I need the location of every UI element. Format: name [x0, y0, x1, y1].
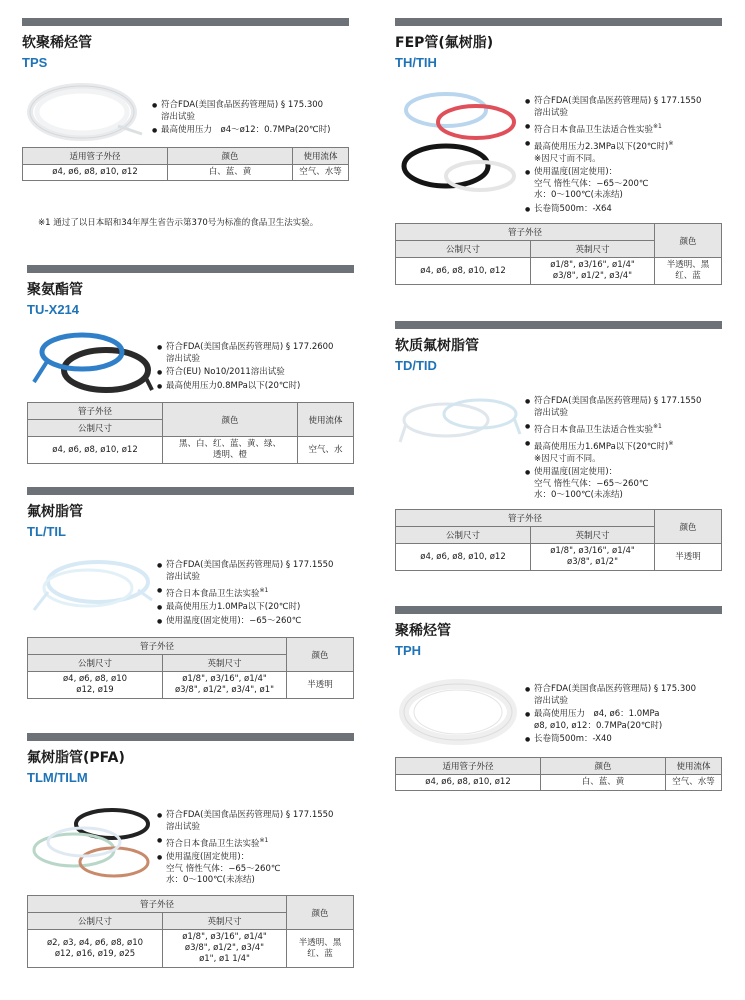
spec-item: ● 最高使用压力1.0MPa以下(20℃时) — [157, 602, 357, 614]
table-row — [396, 775, 722, 791]
spec-item: ● 长卷筒500m：-X64 — [525, 204, 735, 216]
footnote-mark: ※1 — [653, 123, 662, 130]
tph-spec-list — [525, 684, 735, 748]
table-cell: ø4, ø6, ø8, ø10, ø12 — [396, 775, 541, 791]
product-code: TD/TID — [395, 358, 437, 373]
spec-item: ● 长卷筒500m：-X40 — [525, 734, 735, 746]
table-header: 颜色 — [541, 758, 666, 775]
section-title: 氟树脂管(PFA) — [27, 750, 125, 766]
spec-text: 符合日本食品卫生法适合性实验 — [534, 124, 654, 135]
th-table — [395, 223, 722, 285]
tps-spec-list — [152, 100, 352, 139]
spec-item — [157, 585, 357, 600]
th-spec-list — [525, 96, 735, 217]
table-header: 颜色 — [287, 896, 354, 930]
tph-tube-image — [396, 672, 522, 752]
section-tu — [27, 265, 354, 319]
footnote-mark: ※ — [668, 140, 674, 148]
section-bar — [395, 321, 722, 329]
spec-text: 符合日本食品卫生法实验 — [166, 588, 260, 599]
section-title: FEP管(氟树脂) — [395, 35, 494, 51]
table-cell: 白、蓝、黄 — [541, 775, 666, 791]
product-code: TLM/TILM — [27, 770, 88, 785]
table-cell: ø4, ø6, ø8, ø10, ø12 — [23, 165, 168, 181]
spec-item: ● 符合FDA(美国食品医药管理局) § 177.1550 溶出试验 — [157, 560, 357, 583]
spec-item: ● 最高使用压力 ø4, ø6：1.0MPa ø8, ø10, ø12：0.7MPa(20℃时) — [525, 709, 735, 732]
section-bar — [27, 487, 354, 495]
section-title: 软质氟树脂管 — [395, 338, 479, 354]
spec-item: ● 符合FDA(美国食品医药管理局) § 175.300 溶出试验 — [152, 100, 352, 123]
table-cell: ø4, ø6, ø8, ø10, ø12 — [396, 544, 531, 571]
section-bar — [395, 18, 722, 26]
product-code: TU-X214 — [27, 302, 80, 317]
table-header: 使用流体 — [298, 403, 354, 437]
footnote-mark: ※1 — [259, 837, 269, 844]
table-header: 颜色 — [655, 510, 722, 544]
spec-text: ※因尺寸而不同。 — [534, 153, 601, 164]
table-cell: 白、蓝、黄 — [168, 165, 293, 181]
product-code: TL/TIL — [27, 524, 66, 539]
table-cell: ø1/8", ø3/16", ø1/4" ø3/8", ø1/2", ø3/4", ø1" — [163, 672, 287, 699]
table-cell: 黑、白、红、蓝、黄、绿、 透明、橙 — [163, 437, 298, 464]
table-header: 使用流体 — [666, 758, 722, 775]
table-cell: ø1/8", ø3/16", ø1/4" ø3/8", ø1/2", ø3/4" ø1", ø1 1/4" — [163, 930, 287, 968]
tl-spec-list — [157, 560, 357, 629]
table-header: 英制尺寸 — [531, 527, 655, 544]
section-tlm — [27, 733, 354, 787]
section-td — [395, 321, 722, 375]
table-cell: 空气、水等 — [293, 165, 349, 181]
tlm-tube-image — [28, 800, 154, 886]
tu-table — [27, 402, 354, 464]
table-header: 公制尺寸 — [28, 655, 163, 672]
table-header: 管子外径 — [396, 510, 655, 527]
table-row — [28, 437, 354, 464]
spec-item: ● 符合FDA(美国食品医药管理局) § 177.1550 溶出试验 — [525, 96, 735, 119]
tps-tube-image — [22, 78, 144, 144]
table-cell: ø1/8", ø3/16", ø1/4" ø3/8", ø1/2" — [531, 544, 655, 571]
table-header: 公制尺寸 — [396, 527, 531, 544]
table-cell: 半透明 — [287, 672, 354, 699]
tlm-spec-list — [157, 810, 357, 889]
tph-table — [395, 757, 722, 791]
table-header: 公制尺寸 — [28, 420, 163, 437]
td-spec-list — [525, 396, 735, 504]
spec-item: ● 符合FDA(美国食品医药管理局) § 177.1550 溶出试验 — [157, 810, 357, 833]
spec-item — [525, 121, 735, 136]
table-header: 颜色 — [168, 148, 293, 165]
spec-item: ● 符合FDA(美国食品医药管理局) § 177.2600 溶出试验 — [157, 342, 357, 365]
table-header: 适用管子外径 — [396, 758, 541, 775]
spec-item: ● 符合FDA(美国食品医药管理局) § 175.300 溶出试验 — [525, 684, 735, 707]
table-cell: ø1/8", ø3/16", ø1/4" ø3/8", ø1/2", ø3/4" — [531, 258, 655, 285]
tps-table — [22, 147, 349, 181]
spec-item: ● 使用温度(固定使用)： 空气 惰性气体：−65～200℃ 水：0～100℃(未冻结) — [525, 167, 735, 202]
table-header: 颜色 — [655, 224, 722, 258]
spec-item: ● 最高使用压力0.8MPa以下(20℃时) — [157, 381, 357, 393]
footnote-mark: ※ — [668, 440, 674, 448]
table-header: 管子外径 — [28, 896, 287, 913]
spec-item: ● 符合FDA(美国食品医药管理局) § 177.1550 溶出试验 — [525, 396, 735, 419]
spec-item: ● 使用温度(固定使用)： 空气 惰性气体：−65～260℃ 水：0～100℃(未冻结) — [157, 852, 357, 887]
spec-text: 最高使用压力2.3MPa以下(20℃时) — [534, 142, 669, 153]
section-tl — [27, 487, 354, 541]
tl-table — [27, 637, 354, 699]
section-bar — [395, 606, 722, 614]
tu-spec-list — [157, 342, 357, 394]
tu-tube-image — [28, 330, 154, 396]
section-title: 软聚稀烃管 — [22, 35, 92, 51]
section-title: 氟树脂管 — [27, 504, 83, 520]
td-table — [395, 509, 722, 571]
table-cell: ø2, ø3, ø4, ø6, ø8, ø10 ø12, ø16, ø19, ø25 — [28, 930, 163, 968]
spec-text: 符合日本食品卫生法实验 — [166, 838, 260, 849]
section-tps — [22, 18, 349, 72]
table-cell: 半透明、黑 红、蓝 — [287, 930, 354, 968]
section-bar — [27, 265, 354, 273]
spec-item: ● 使用温度(固定使用)： 空气 惰性气体：−65～260℃ 水：0～100℃(未冻结) — [525, 467, 735, 502]
spec-item — [525, 438, 735, 465]
table-cell: 半透明 — [655, 544, 722, 571]
spec-text: 最高使用压力1.6MPa以下(20℃时) — [534, 442, 669, 453]
table-header: 适用管子外径 — [23, 148, 168, 165]
spec-text: ※因尺寸而不同。 — [534, 453, 601, 464]
spec-item — [157, 835, 357, 850]
table-header: 管子外径 — [28, 638, 287, 655]
table-cell: ø4, ø6, ø8, ø10 ø12, ø19 — [28, 672, 163, 699]
table-row — [396, 258, 722, 285]
table-header: 公制尺寸 — [396, 241, 531, 258]
tl-tube-image — [28, 552, 154, 622]
table-header: 管子外径 — [28, 403, 163, 420]
table-cell: 空气、水 — [298, 437, 354, 464]
table-header: 公制尺寸 — [28, 913, 163, 930]
footnote: ※1 通过了以日本昭和34年厚生省告示第370号为标准的食品卫生法实验。 — [38, 218, 319, 228]
spec-item — [525, 421, 735, 436]
table-row — [28, 672, 354, 699]
section-tph — [395, 606, 722, 660]
section-title: 聚氨酯管 — [27, 282, 83, 298]
table-cell: ø4, ø6, ø8, ø10, ø12 — [28, 437, 163, 464]
spec-item: ● 符合(EU) No10/2011溶出试验 — [157, 367, 357, 379]
table-row — [396, 544, 722, 571]
table-cell: 半透明、黑 红、蓝 — [655, 258, 722, 285]
td-tube-image — [396, 388, 522, 458]
th-tube-image — [396, 86, 522, 206]
spec-item: ● 最高使用压力 ø4～ø12：0.7MPa(20℃时) — [152, 125, 352, 137]
table-cell: ø4, ø6, ø8, ø10, ø12 — [396, 258, 531, 285]
table-header: 管子外径 — [396, 224, 655, 241]
section-bar — [27, 733, 354, 741]
table-cell: 空气、水等 — [666, 775, 722, 791]
product-code: TPH — [395, 643, 421, 658]
spec-text: 符合日本食品卫生法适合性实验 — [534, 424, 654, 435]
product-code: TH/TIH — [395, 55, 437, 70]
footnote-mark: ※1 — [259, 587, 269, 594]
section-title: 聚稀烃管 — [395, 623, 451, 639]
table-row — [28, 930, 354, 968]
footnote-mark: ※1 — [653, 423, 662, 430]
table-header: 英制尺寸 — [163, 655, 287, 672]
table-header: 使用流体 — [293, 148, 349, 165]
section-bar — [22, 18, 349, 26]
table-header: 英制尺寸 — [163, 913, 287, 930]
table-row — [23, 165, 349, 181]
spec-item — [525, 138, 735, 165]
product-code: TPS — [22, 55, 48, 70]
section-th — [395, 18, 722, 72]
tlm-table — [27, 895, 354, 968]
table-header: 英制尺寸 — [531, 241, 655, 258]
table-header: 颜色 — [287, 638, 354, 672]
table-header: 颜色 — [163, 403, 298, 437]
spec-item: ● 使用温度(固定使用)：−65～260℃ — [157, 616, 357, 628]
